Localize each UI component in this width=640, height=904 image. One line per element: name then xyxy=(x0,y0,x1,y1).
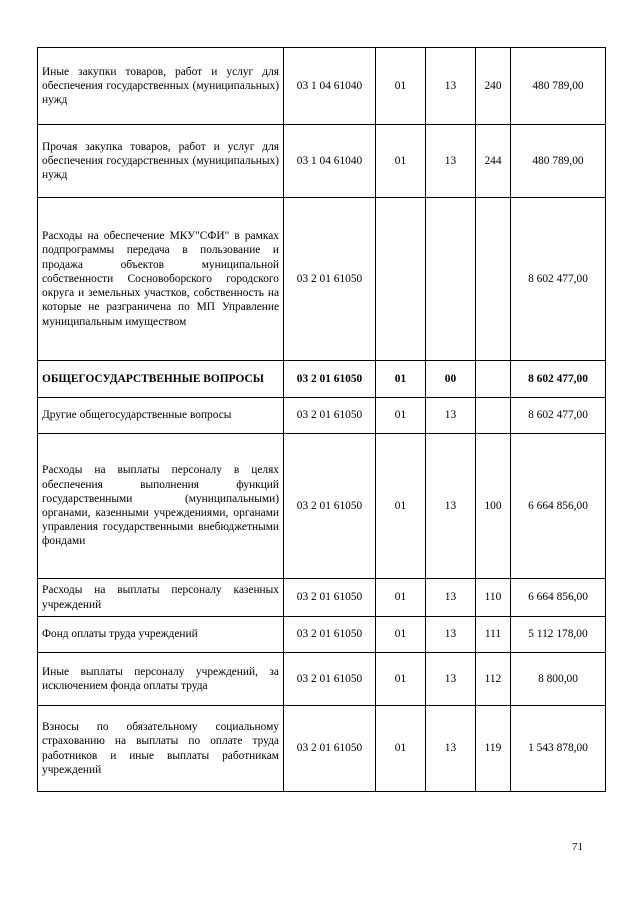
row-amount: 8 800,00 xyxy=(511,653,606,706)
table-row xyxy=(38,434,606,579)
row-name: Иные выплаты персоналу учреждений, за исключением фонда оплаты труда xyxy=(38,653,284,706)
row-subsection: 13 xyxy=(426,125,476,198)
row-expense-type: 111 xyxy=(476,617,511,653)
table-row xyxy=(38,198,606,361)
row-name: Фонд оплаты труда учреждений xyxy=(38,617,284,653)
row-target-code: 03 2 01 61050 xyxy=(284,706,376,792)
row-section: 01 xyxy=(376,398,426,434)
row-target-code: 03 2 01 61050 xyxy=(284,361,376,398)
row-section: 01 xyxy=(376,48,426,125)
row-name: Расходы на обеспечение МКУ"СФИ" в рамках подпрограммы передача в пользование и продажа объектов муниципальной собственности Сосновоборского городского округа и земельных участков, собственность на которые не разграничена по МП Управление муниципальным имуществом xyxy=(38,198,284,361)
row-target-code: 03 2 01 61050 xyxy=(284,617,376,653)
row-expense-type: 100 xyxy=(476,434,511,579)
row-section: 01 xyxy=(376,653,426,706)
row-section: 01 xyxy=(376,617,426,653)
row-subsection: 13 xyxy=(426,706,476,792)
row-section: 01 xyxy=(376,579,426,617)
row-subsection: 13 xyxy=(426,434,476,579)
row-section: 01 xyxy=(376,361,426,398)
row-amount: 8 602 477,00 xyxy=(511,361,606,398)
row-name: Другие общегосударственные вопросы xyxy=(38,398,284,434)
table-row xyxy=(38,579,606,617)
row-name: Расходы на выплаты персоналу казенных учреждений xyxy=(38,579,284,617)
row-subsection: 13 xyxy=(426,48,476,125)
row-amount: 6 664 856,00 xyxy=(511,434,606,579)
row-target-code: 03 1 04 61040 xyxy=(284,125,376,198)
table-row xyxy=(38,361,606,398)
row-expense-type: 110 xyxy=(476,579,511,617)
row-subsection: 13 xyxy=(426,579,476,617)
row-target-code: 03 2 01 61050 xyxy=(284,434,376,579)
row-target-code: 03 2 01 61050 xyxy=(284,653,376,706)
row-name: Иные закупки товаров, работ и услуг для обеспечения государственных (муниципальных) нужд xyxy=(38,48,284,125)
row-subsection: 13 xyxy=(426,617,476,653)
table-row xyxy=(38,125,606,198)
row-amount: 1 543 878,00 xyxy=(511,706,606,792)
row-target-code: 03 2 01 61050 xyxy=(284,579,376,617)
row-name: ОБЩЕГОСУДАРСТВЕННЫЕ ВОПРОСЫ xyxy=(38,361,284,398)
row-expense-type: 112 xyxy=(476,653,511,706)
table-row xyxy=(38,48,606,125)
row-expense-type: 240 xyxy=(476,48,511,125)
row-amount: 8 602 477,00 xyxy=(511,198,606,361)
row-expense-type xyxy=(476,198,511,361)
row-amount: 6 664 856,00 xyxy=(511,579,606,617)
row-subsection: 13 xyxy=(426,398,476,434)
row-target-code: 03 2 01 61050 xyxy=(284,198,376,361)
row-amount: 5 112 178,00 xyxy=(511,617,606,653)
row-subsection: 00 xyxy=(426,361,476,398)
row-section: 01 xyxy=(376,434,426,579)
row-amount: 480 789,00 xyxy=(511,125,606,198)
row-section xyxy=(376,198,426,361)
row-name: Расходы на выплаты персоналу в целях обеспечения выполнения функций государственными (муниципальными) органами, казенными учреждениями, органами управления государственными внебюджетными фондами xyxy=(38,434,284,579)
table-row xyxy=(38,398,606,434)
table-row xyxy=(38,706,606,792)
row-expense-type: 244 xyxy=(476,125,511,198)
row-amount: 8 602 477,00 xyxy=(511,398,606,434)
page-number: 71 xyxy=(572,841,583,853)
row-section: 01 xyxy=(376,125,426,198)
row-subsection: 13 xyxy=(426,653,476,706)
row-expense-type xyxy=(476,361,511,398)
row-subsection xyxy=(426,198,476,361)
row-section: 01 xyxy=(376,706,426,792)
row-name: Взносы по обязательному социальному страхованию на выплаты по оплате труда работников и иные выплаты работникам учреждений xyxy=(38,706,284,792)
row-target-code: 03 1 04 61040 xyxy=(284,48,376,125)
table-row xyxy=(38,653,606,706)
row-name: Прочая закупка товаров, работ и услуг для обеспечения государственных (муниципальных) нужд xyxy=(38,125,284,198)
budget-table xyxy=(37,47,606,792)
table-row xyxy=(38,617,606,653)
row-expense-type: 119 xyxy=(476,706,511,792)
row-expense-type xyxy=(476,398,511,434)
row-target-code: 03 2 01 61050 xyxy=(284,398,376,434)
row-amount: 480 789,00 xyxy=(511,48,606,125)
